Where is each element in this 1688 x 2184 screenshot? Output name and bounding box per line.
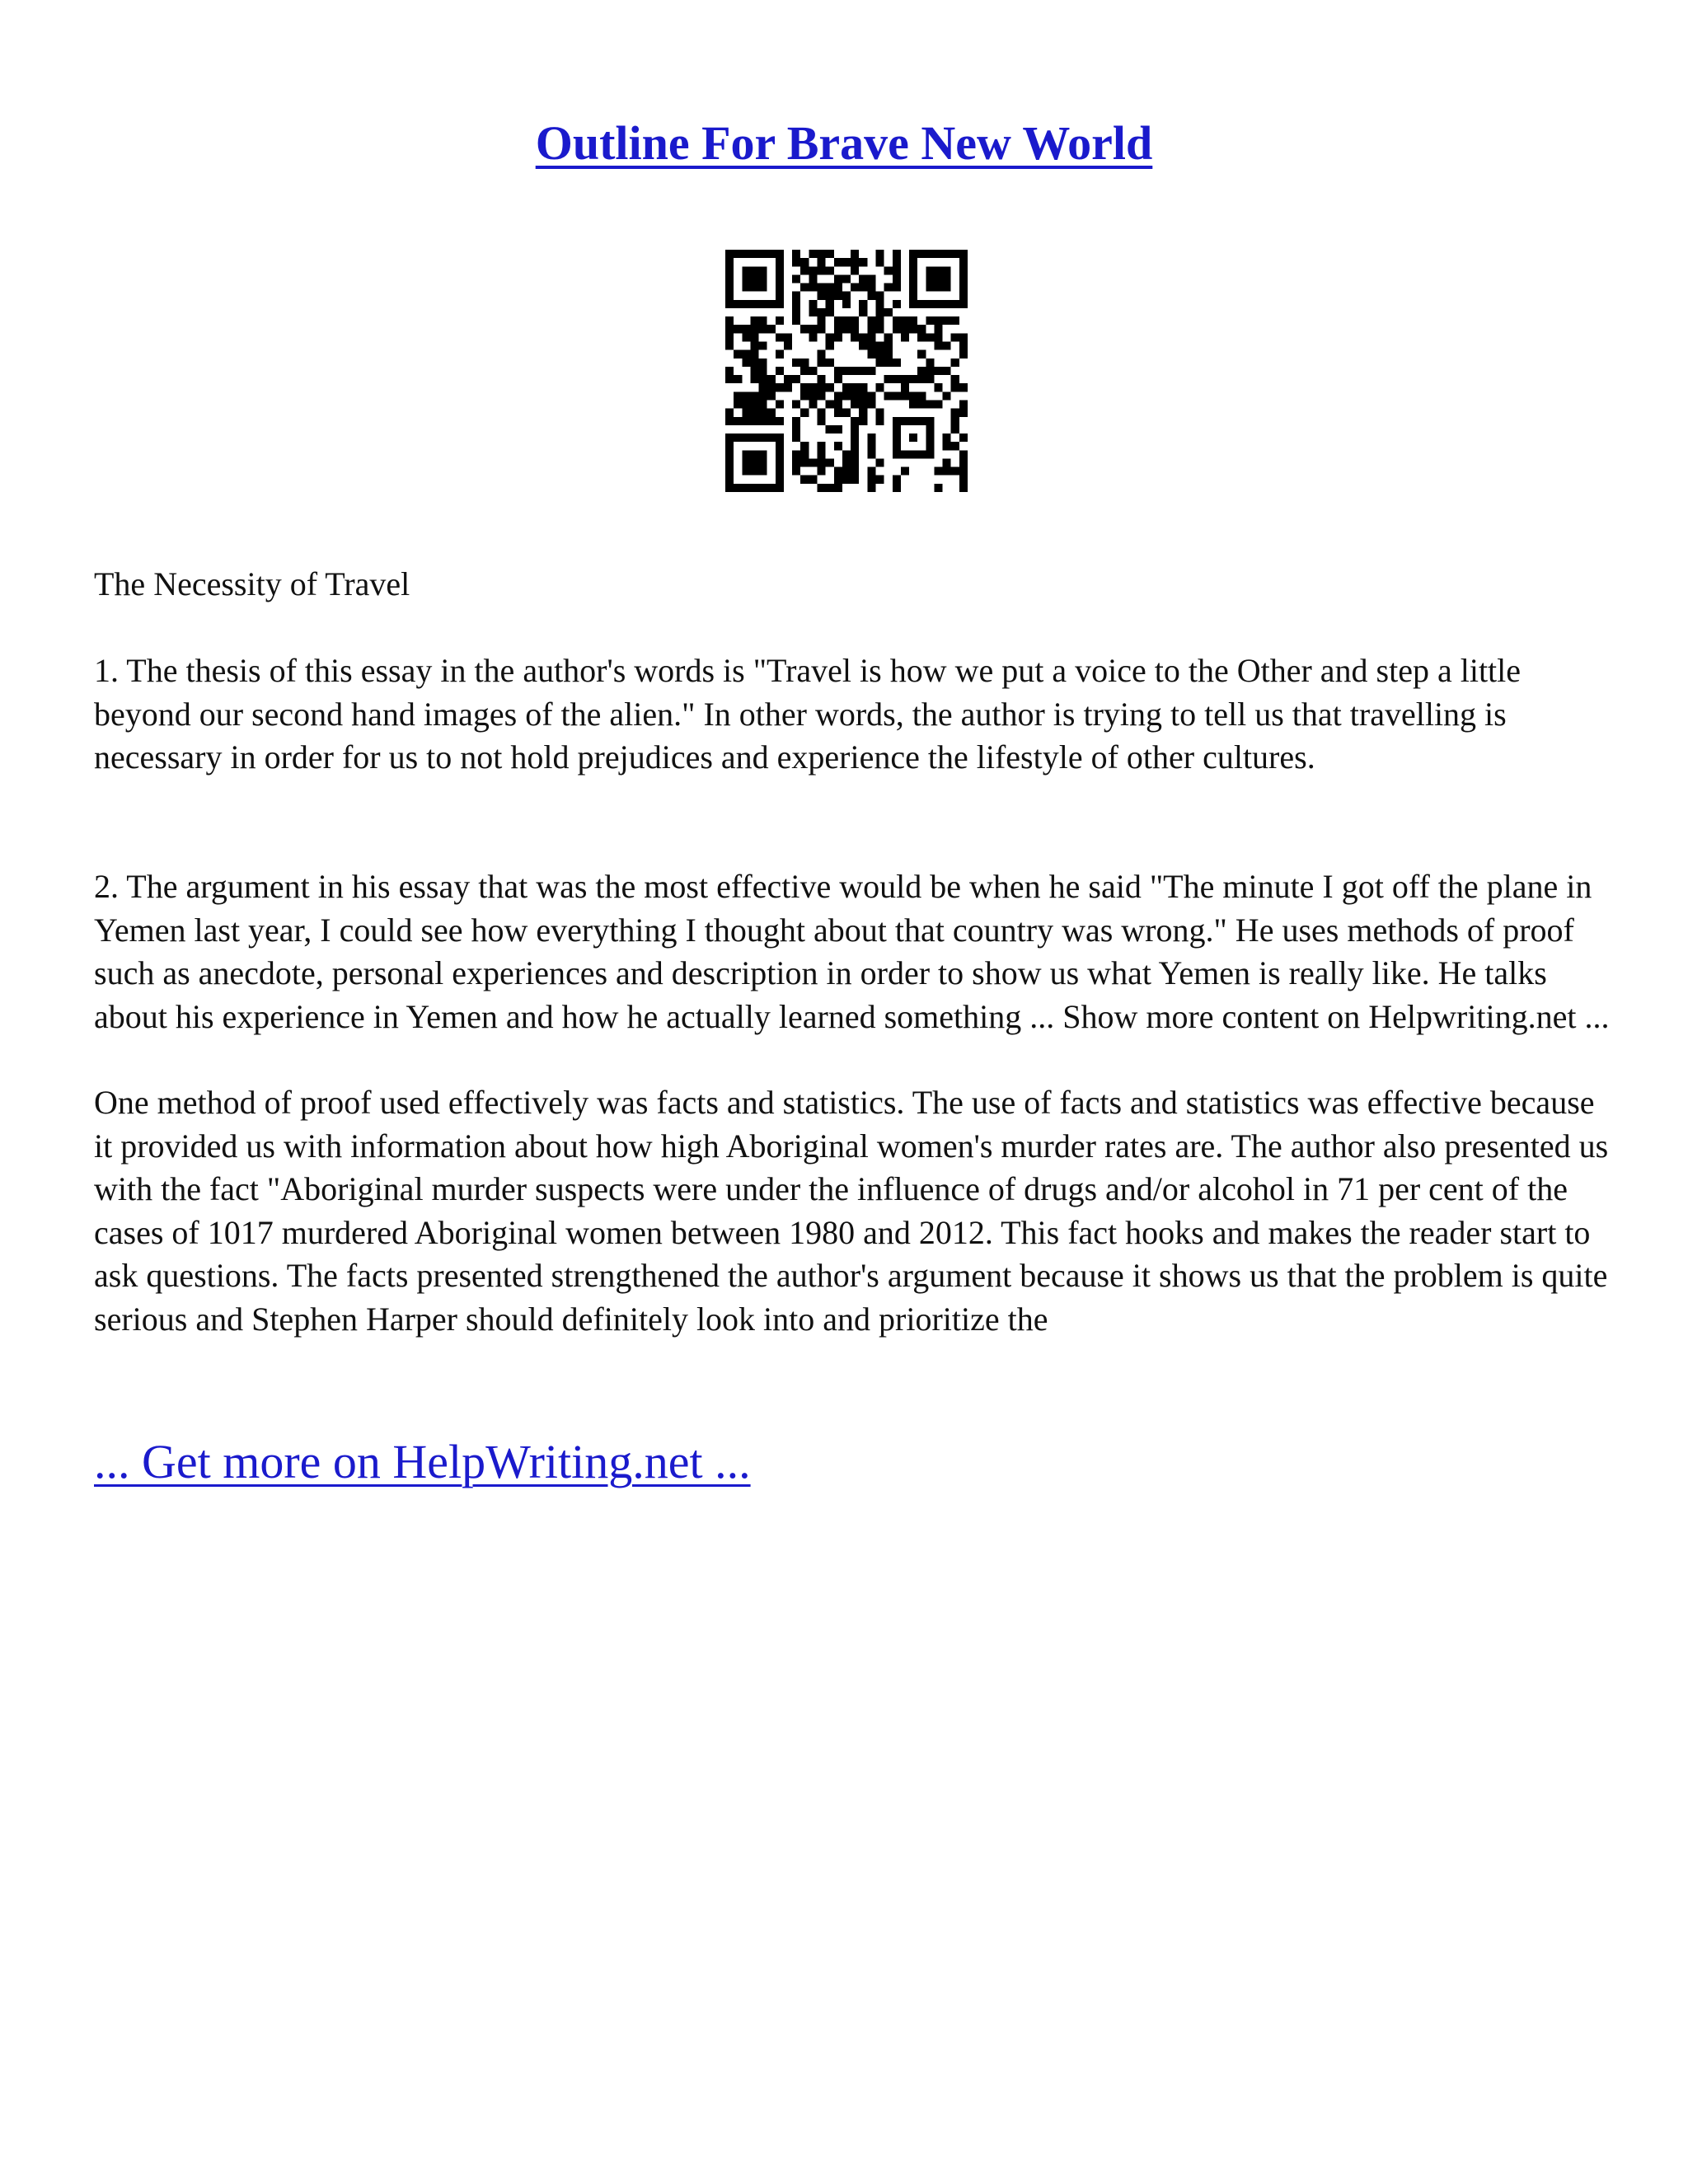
paragraph-method: One method of proof used effectively was facts and statistics. The use of facts and statistics was effective because it provided us with information about how high Aboriginal women's murder rates are. The author also presented us with the fact "Aboriginal murder suspects were under the influence of drugs and/or alcohol in 71 per cent of the cases of 1017 murdered Aboriginal women between 1980 and 2012. This fact hooks and makes the reader start to ask questions. The facts presented strengthened the author's argument because it shows us that the problem is quite serious and Stephen Harper should definitely look into and prioritize the [94, 1084, 1609, 1338]
essay-heading: The Necessity of Travel [94, 565, 410, 602]
get-more-link[interactable]: ... Get more on HelpWriting.net ... [94, 1435, 751, 1488]
get-more-link-wrapper [94, 1432, 751, 1492]
paragraph-argument: 2. The argument in his essay that was the most effective would be when he said "The minute I got off the plane in Yemen last year, I could see how everything I thought about that country was wrong." He uses methods of proof such as anecdote, personal experiences and description in order to show us what Yemen is really like. He talks about his experience in Yemen and how he actually learned something ... Show more content on Helpwriting.net ... [94, 868, 1610, 1035]
title-link[interactable]: Outline For Brave New World [535, 116, 1153, 170]
paragraph-thesis: 1. The thesis of this essay in the author's words is "Travel is how we put a voice to the Other and step a little beyond our second hand images of the alien." In other words, the author is trying to tell us that travelling is necessary in order for us to not hold prejudices and experience the lifestyle of other cultures. [94, 652, 1522, 776]
page-title [0, 114, 1688, 173]
qr-code-icon [725, 250, 968, 492]
